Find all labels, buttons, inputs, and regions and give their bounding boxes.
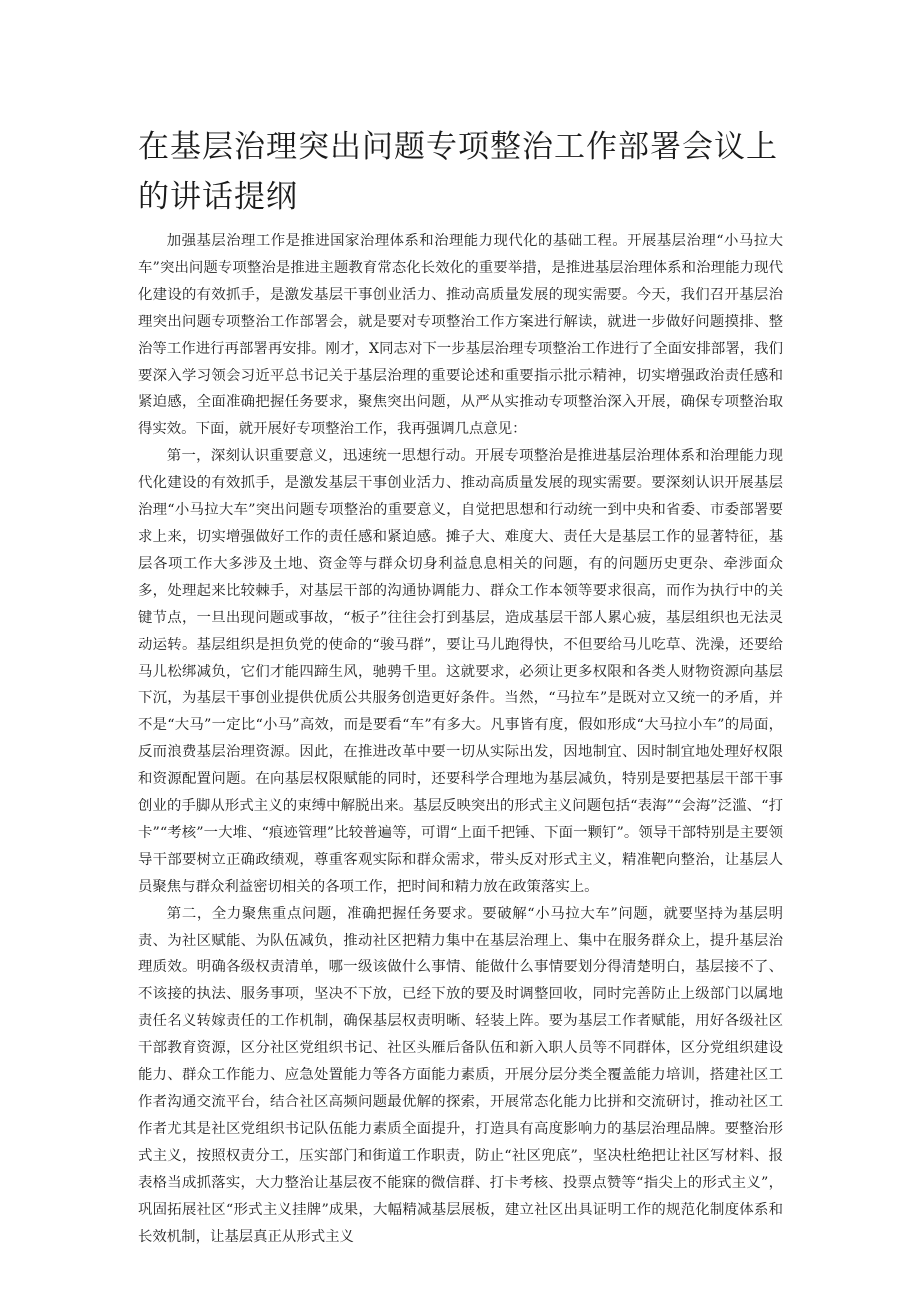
paragraph-point-one: 第一，深刻认识重要意义，迅速统一思想行动。开展专项整治是推进基层治理体系和治理能力现代化建设的有效抓手，是激发基层干事创业活力、推动高质量发展的现实需要。要深刻认识开展基层治理“小马拉大车”突出问题专项整治的重要意义，自觉把思想和行动统一到中央和省委、市委部署要求上来，切实增强做好工作的责任感和紧迫感。摊子大、难度大、责任大是基层工作的显著特征，基层各项工作大多涉及土地、资金等与群众切身利益息息相关的问题，有的问题历史更杂、牵涉面众多，处理起来比较棘手，对基层干部的沟通协调能力、群众工作本领等要求很高，而作为执行中的关键节点，一旦出现问题或事故，“板子”往往会打到基层，造成基层干部人累心疲，基层组织也无法灵动运转。基层组织是担负党的使命的“骏马群”，要让马儿跑得快，不但要给马儿吃草、洗澡，还要给马儿松绑减负，它们才能四蹄生风，驰骋千里。这就要求，必须让更多权限和各类人财物资源向基层下沉，为基层干事创业提供优质公共服务创造更好条件。当然，“马拉车”是既对立又统一的矛盾，并不是“大马”一定比“小马”高效，而是要看“车”有多大。凡事皆有度，假如形成“大马拉小车”的局面，反而浪费基层治理资源。因此，在推进改革中要一切从实际出发，因地制宜、因时制宜地处理好权限和资源配置问题。在向基层权限赋能的同时，还要科学合理地为基层减负，特别是要把基层干部干事创业的手脚从形式主义的束缚中解脱出来。基层反映突出的形式主义问题包括“表海”“会海”泛滥、“打卡”“考核”一大堆、“痕迹管理”比较普遍等，可谓“上面千把锤、下面一颗钉”。领导干部特别是主要领导干部要树立正确政绩观，尊重客观实际和群众需求，带头反对形式主义，精准靶向整治，让基层人员聚焦与群众利益密切相关的各项工作，把时间和精力放在政策落实上。 [138, 448, 783, 895]
paragraph-intro: 加强基层治理工作是推进国家治理体系和治理能力现代化的基础工程。开展基层治理“小马拉大车”突出问题专项整治是推进主题教育常态化长效化的重要举措，是推进基层治理体系和治理能力现代化建设的有效抓手，是激发基层干事创业活力、推动高质量发展的现实需要。今天，我们召开基层治理突出问题专项整治工作部署会，就是要对专项整治工作方案进行解读，就进一步做好问题摸排、整治等工作进行再部署再安排。刚才，X同志对下一步基层治理专项整治工作进行了全面安排部署，我们要深入学习领会习近平总书记关于基层治理的重要论述和重要指示批示精神，切实增强政治责任感和紧迫感，全面准确把握任务要求，聚焦突出问题，从严从实推动专项整治深入开展，确保专项整治取得实效。下面，就开展好专项整治工作，我再强调几点意见： [138, 233, 783, 438]
document-title: 在基层治理突出问题专项整治工作部署会议上的讲话提纲 [138, 129, 778, 215]
document-body [138, 228, 783, 1250]
paragraph-point-two: 第二，全力聚焦重点问题，准确把握任务要求。要破解“小马拉大车”问题，就要坚持为基层明责、为社区赋能、为队伍减负，推动社区把精力集中在基层治理上、集中在服务群众上，提升基层治理质效。明确各级权责清单，哪一级该做什么事情、能做什么事情要划分得清楚明白，基层接不了、不该接的执法、服务事项，坚决不下放，已经下放的要及时调整回收，同时完善防止上级部门以属地责任名义转嫁责任的工作机制，确保基层权责明晰、轻装上阵。要为基层工作者赋能，用好各级社区干部教育资源，区分社区党组织书记、社区头雁后备队伍和新入职人员等不同群体，区分党组织建设能力、群众工作能力、应急处置能力等各方面能力素质，开展分层分类全覆盖能力培训，搭建社区工作者沟通交流平台，结合社区高频问题最优解的探索，开展常态化能力比拼和交流研讨，推动社区工作者尤其是社区党组织书记队伍能力素质全面提升，打造具有高度影响力的基层治理品牌。要整治形式主义，按照权责分工，压实部门和街道工作职责，防止“社区兜底”，坚决杜绝把让社区写材料、报表格当成抓落实，大力整治让基层夜不能寐的微信群、打卡考核、投票点赞等“指尖上的形式主义”，巩固拓展社区“形式主义挂牌”成果，大幅精减基层展板，建立社区出具证明工作的规范化制度体系和长效机制，让基层真正从形式主义 [138, 905, 783, 1245]
